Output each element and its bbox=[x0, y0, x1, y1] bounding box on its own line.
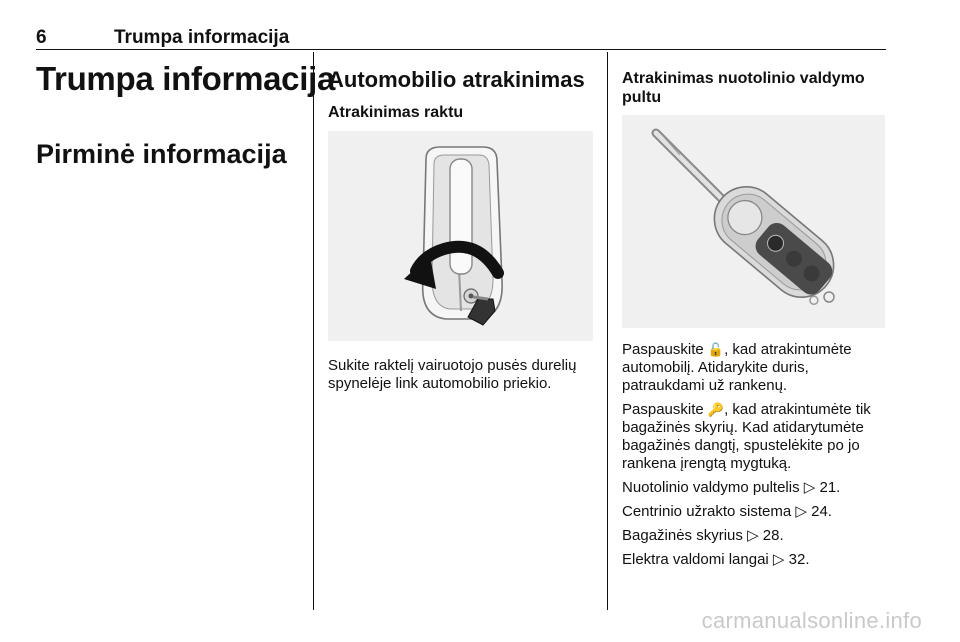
cross-reference[interactable] bbox=[622, 551, 892, 569]
page-ref-arrow-icon: ▷ bbox=[747, 527, 759, 544]
remote-key-fob-illustration bbox=[622, 115, 885, 328]
reference-text: Nuotolinio valdymo pultelis bbox=[622, 479, 800, 496]
reference-page: 24. bbox=[811, 503, 832, 520]
paragraph-unlock-trunk bbox=[622, 401, 892, 473]
reference-page: 21. bbox=[819, 479, 841, 496]
trunk-icon: 🔑 bbox=[707, 402, 725, 417]
unlock-car-icon: 🔓 bbox=[707, 342, 725, 357]
key-unlock-paragraph: Sukite raktelį vairuotojo pusės durelių spynelėje link automobilio priekio. bbox=[328, 357, 577, 392]
section-heading-unlocking: Automobilio atrakinimas bbox=[328, 67, 585, 92]
text-fragment: Paspauskite bbox=[622, 341, 708, 358]
running-title: Trumpa informacija bbox=[114, 27, 290, 48]
reference-page: 28. bbox=[762, 527, 784, 544]
column-divider-1 bbox=[313, 52, 314, 610]
watermark: carmanualsonline.info bbox=[701, 608, 922, 633]
cross-reference[interactable] bbox=[622, 527, 892, 545]
page-header bbox=[36, 27, 886, 51]
subheading-key-unlocking: Atrakinimas raktu bbox=[328, 104, 464, 121]
column-divider-2 bbox=[607, 52, 608, 610]
door-handle-key-illustration bbox=[328, 131, 593, 341]
text-fragment: , kad atrakintumėte automobilį. Atidarykite duris, patraukdami už rankenų. bbox=[622, 341, 852, 394]
reference-text: Centrinio užrakto sistema bbox=[622, 503, 792, 520]
section-title: Pirminė informacija bbox=[36, 139, 287, 169]
page-number: 6 bbox=[36, 27, 47, 48]
chapter-title: Trumpa informacija bbox=[36, 60, 336, 97]
remote-instructions bbox=[622, 341, 892, 575]
text-fragment: , kad atrakintumėte tik bagažinės skyrių. Kad atidarytumėte bagažinės dangtį, spustelėkite po jo rankena įrengtą mygtuką. bbox=[622, 401, 871, 472]
paragraph-unlock-vehicle bbox=[622, 341, 892, 395]
subheading-remote-unlocking: Atrakinimas nuotolinio valdymo pultu bbox=[622, 70, 865, 106]
cross-reference[interactable] bbox=[622, 479, 892, 497]
header-rule bbox=[36, 49, 886, 50]
reference-text: Bagažinės skyrius bbox=[622, 527, 743, 544]
page-ref-arrow-icon: ▷ bbox=[803, 479, 816, 496]
page-ref-arrow-icon: ▷ bbox=[795, 503, 807, 520]
text-fragment: Paspauskite bbox=[622, 401, 708, 418]
reference-text: Elektra valdomi langai bbox=[622, 551, 769, 568]
page-ref-arrow-icon: ▷ bbox=[772, 551, 785, 568]
reference-page: 32. bbox=[788, 551, 810, 568]
cross-reference[interactable] bbox=[622, 503, 892, 521]
